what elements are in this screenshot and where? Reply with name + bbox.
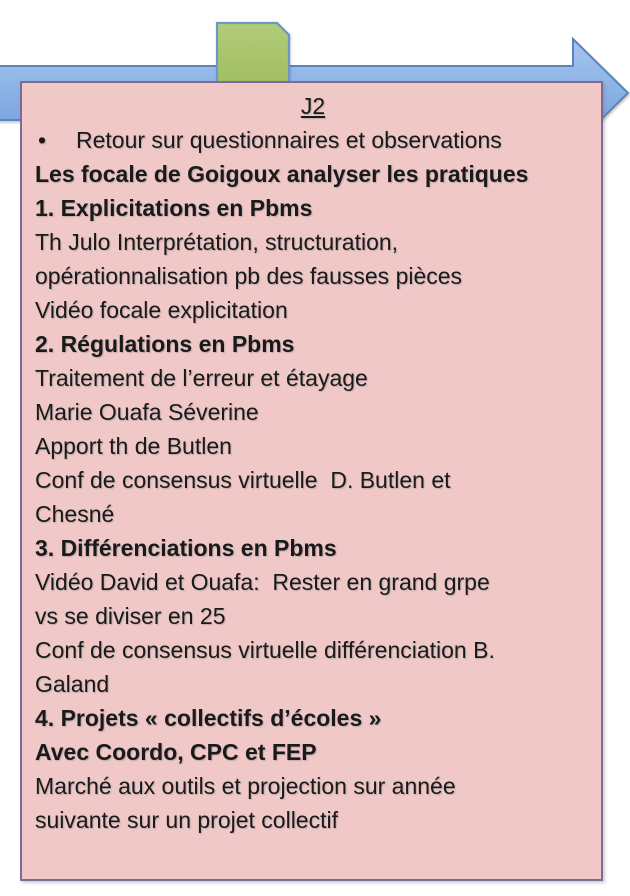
text-line: Vidéo focale explicitation [35, 297, 288, 323]
text-line: Traitement de l’erreur et étayage [35, 365, 368, 391]
text-line: Marie Ouafa Séverine [35, 399, 259, 425]
text-line: Conf de consensus virtuelle différenciation B. [35, 637, 495, 663]
bullet-text: Retour sur questionnaires et observations [76, 127, 502, 153]
text-line: Th Julo Interprétation, structuration, [35, 229, 399, 255]
bullet-marker: • [38, 127, 47, 153]
text-line: 2. Régulations en Pbms [35, 331, 295, 357]
text-line: Galand [35, 671, 110, 697]
text-line: suivante sur un projet collectif [35, 807, 338, 833]
text-line: 4. Projets « collectifs d’écoles » [35, 705, 382, 731]
text-line: Marché aux outils et projection sur année [35, 773, 456, 799]
text-line: 3. Différenciations en Pbms [35, 535, 337, 561]
panel-title: J2 [300, 93, 326, 119]
text-line: Chesné [35, 501, 115, 527]
text-line: Apport th de Butlen [35, 433, 232, 459]
text-line: Vidéo David et Ouafa: Rester en grand grpe [35, 569, 490, 595]
text-line: vs se diviser en 25 [35, 603, 226, 629]
agenda-panel [20, 81, 603, 881]
text-line: Avec Coordo, CPC et FEP [35, 739, 317, 765]
text-line: opérationnalisation pb des fausses pièces [35, 263, 463, 289]
text-line: 1. Explicitations en Pbms [35, 195, 313, 221]
text-line: Les focale de Goigoux analyser les pratiques [35, 161, 529, 187]
text-line: Conf de consensus virtuelle D. Butlen et [35, 467, 451, 493]
text-lines [35, 123, 591, 837]
text-line [35, 123, 591, 157]
